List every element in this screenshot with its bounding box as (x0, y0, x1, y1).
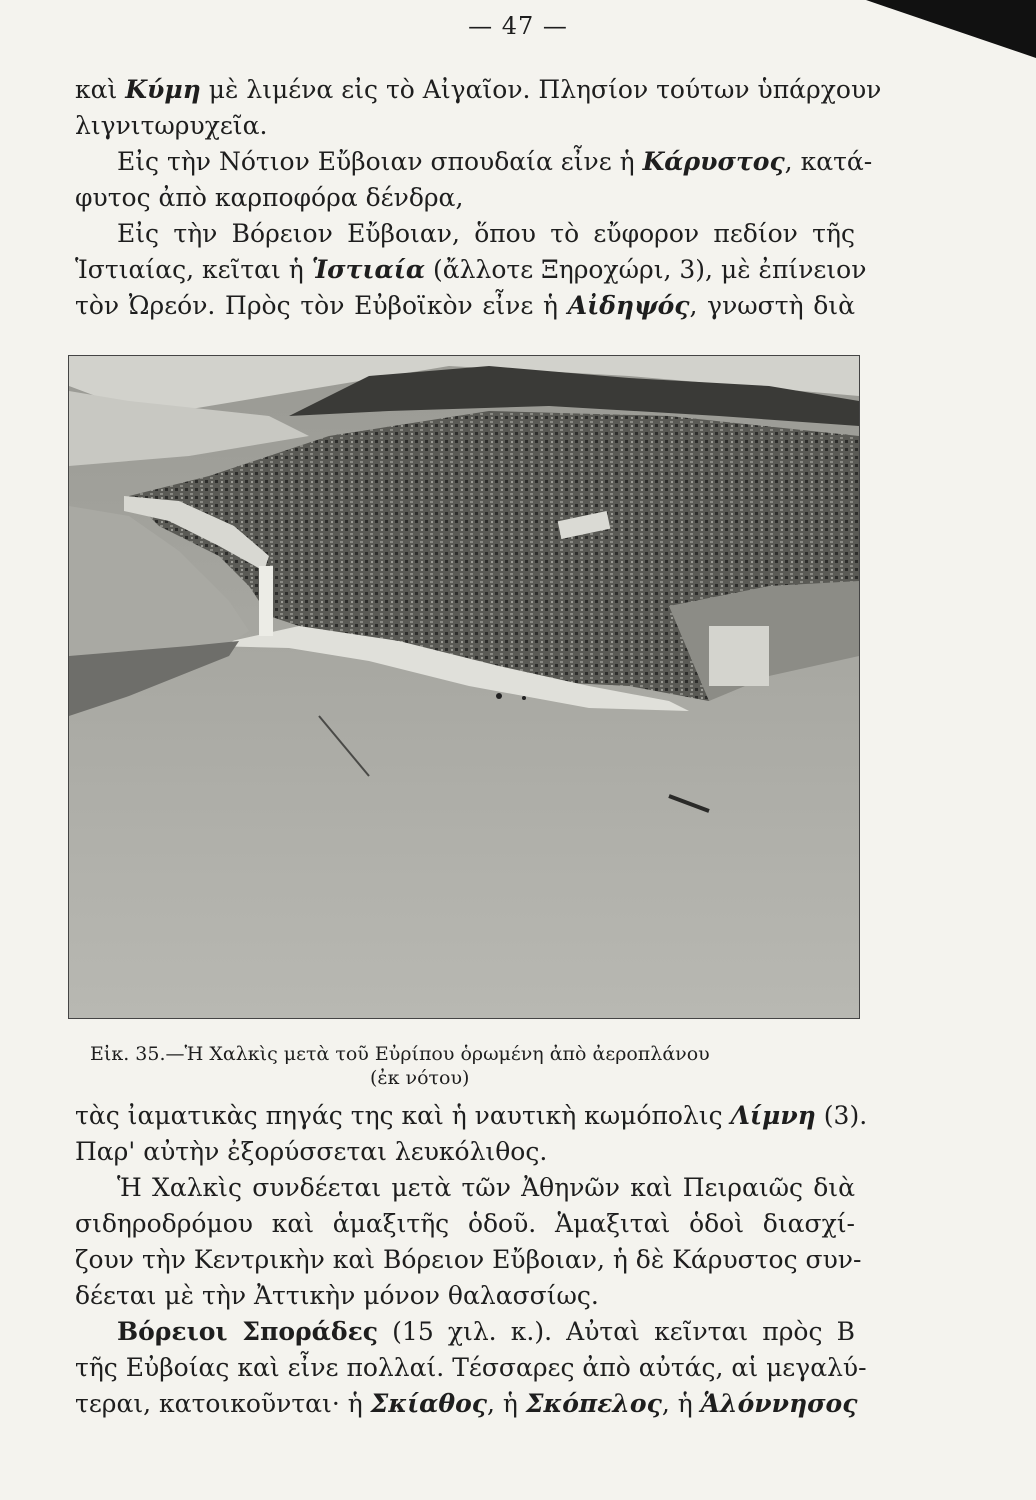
text-line: τὸν Ὠρεόν. Πρὸς τὸν Εὐβοϊκὸν εἶνε ἡ Αἰδηψός, γνωστὴ διὰ (75, 291, 855, 320)
text-line: φυτος ἀπὸ καρποφόρα δένδρα, (75, 183, 464, 212)
text-line: Ἡ Χαλκὶς συνδέεται μετὰ τῶν Ἀθηνῶν καὶ Πειραιῶς διὰ (117, 1173, 855, 1202)
text-line: Ἱστιαίας, κεῖται ἡ Ἱστιαία (ἄλλοτε Ξηροχώρι, 3), μὲ ἐπίνειον (75, 255, 867, 284)
text-line: Εἰς τὴν Νότιον Εὔβοιαν σπουδαία εἶνε ἡ Κάρυστος, κατά- (117, 147, 873, 176)
text-line: λιγνιτωρυχεῖα. (75, 111, 268, 140)
text-line: Εἰς τὴν Βόρειον Εὔβοιαν, ὅπου τὸ εὔφορον πεδίον τῆς (117, 219, 855, 248)
text-line: σιδηροδρόμου καὶ ἁμαξιτῆς ὁδοῦ. Ἁμαξιταὶ ὁδοὶ διασχί- (75, 1209, 855, 1238)
text-line: δέεται μὲ τὴν Ἀττικὴν μόνον θαλασσίως. (75, 1281, 599, 1310)
section-heading-sporades: Βόρειοι Σποράδες (117, 1317, 379, 1346)
text-line: ζουν τὴν Κεντρικὴν καὶ Βόρειον Εὔβοιαν, ἡ δὲ Κάρυστος συν- (75, 1245, 862, 1274)
page-number: — 47 — (468, 12, 568, 40)
place-skopelos: Σκόπελος (525, 1389, 662, 1418)
place-alonnisos: Ἁλόννησος (700, 1389, 858, 1418)
bottom-paragraph (75, 1098, 868, 1422)
place-karystos: Κάρυστος (642, 147, 785, 176)
top-paragraph (75, 72, 882, 324)
text-line: Βόρειοι Σποράδες (15 χιλ. κ.). Αὐταὶ κεῖνται πρὸς Β (117, 1317, 856, 1346)
place-skiathos: Σκίαθος (370, 1389, 487, 1418)
place-istiaia: Ἱστιαία (311, 255, 426, 284)
caption-line: Εἰκ. 35.—Ἡ Χαλκὶς μετὰ τοῦ Εὐρίπου ὁρωμένη ἀπὸ ἀεροπλάνου (90, 1043, 710, 1065)
text-line: καὶ Κύμη μὲ λιμένα εἰς τὸ Αἰγαῖον. Πλησίον τούτων ὑπάρχουν (75, 75, 882, 104)
aerial-photo-chalkis (68, 355, 860, 1019)
place-kymi: Κύμη (125, 75, 201, 104)
text-line: Παρ' αὐτὴν ἐξορύσσεται λευκόλιθος. (75, 1137, 548, 1166)
figure-caption (90, 1042, 850, 1090)
text-line: τῆς Εὐβοίας καὶ εἶνε πολλαί. Τέσσαρες ἀπὸ αὐτάς, αἱ μεγαλύ- (75, 1353, 867, 1382)
place-limni: Λίμνη (730, 1101, 816, 1130)
text-line: τὰς ἰαματικὰς πηγάς της καὶ ἡ ναυτικὴ κωμόπολις Λίμνη (3). (75, 1101, 868, 1130)
text-line: τεραι, κατοικοῦνται· ἡ Σκίαθος, ἡ Σκόπελος, ἡ Ἁλόννησος (75, 1389, 858, 1418)
caption-line: (ἐκ νότου) (370, 1067, 470, 1089)
place-aidipsos: Αἰδηψός (567, 291, 690, 320)
